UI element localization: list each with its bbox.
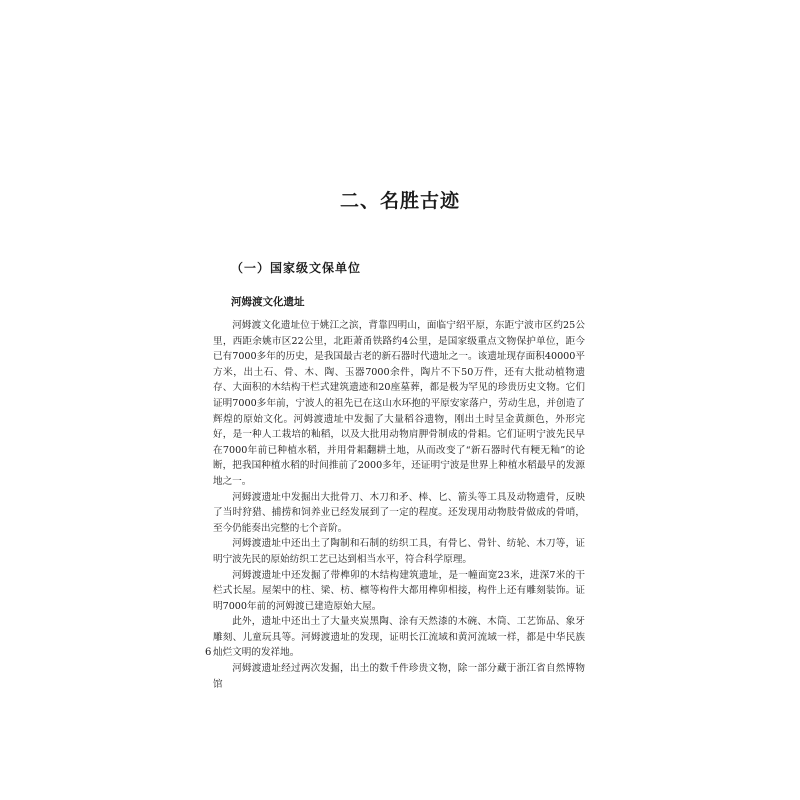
entry-heading: 河姆渡文化遗址 [231,296,305,308]
paragraph: 此外，遗址中还出土了大量夹炭黑陶、涂有天然漆的木碗、木筒、工艺饰品、象牙雕刻、儿童玩具等。河姆渡遗址的发现，证明长江流域和黄河流域一样，都是中华民族灿烂文明的发祥地。 [213,616,585,659]
paragraph: 河姆渡遗址中还发掘了带榫卯的木结构建筑遗址，是一幢面宽23米，进深7米的干栏式长屋。屋架中的柱、梁、枋、檩等构件大都用榫卯相接，构件上还有雕刻装饰。证明7000年前的河姆渡已建造原始大屋。 [213,569,585,612]
body-text [213,318,585,692]
paragraph: 河姆渡遗址经过两次发掘，出土的数千件珍贵文物，除一部分藏于浙江省自然博物馆 [213,663,585,690]
paragraph: 河姆渡遗址中发掘出大批骨刀、木刀和矛、棒、匕、箭头等工具及动物遗骨，反映了当时狩猎、捕捞和饲养业已经发展到了一定的程度。还发现用动物肢骨做成的骨哨，至今仍能奏出完整的七个音阶。 [213,491,585,534]
section-heading: （一）国家级文保单位 [231,261,362,275]
paragraph: 河姆渡遗址中还出土了陶制和石制的纺织工具，有骨匕、骨针、纺轮、木刀等，证明宁波先民的原始纺织工艺已达到相当水平，符合科学原理。 [213,538,585,565]
paragraph: 河姆渡文化遗址位于姚江之滨，背靠四明山，面临宁绍平原，东距宁波市区约25公里，西距余姚市区22公里，北距萧甬铁路约4公里，是国家级重点文物保护单位，距今已有7000多年的历史，是我国最古老的新石器时代遗址之一。该遗址现存面积40000平方米，出土石、骨、木、陶、玉器7000余件，陶片不下50万件，还有大批动植物遗存、大面积的木结构干栏式建筑遗迹和20座墓葬，都是极为罕见的珍贵历史文物。它们证明7000多年前，宁波人的祖先已在这山水环抱的平原安家落户，劳动生息，并创造了辉煌的原始文化。河姆渡遗址中发掘了大量稻谷遗物，刚出土时呈金黄颜色，外形完好，是一种人工栽培的籼稻，以及大批用动物肩胛骨制成的骨耜。它们证明宁波先民早在7000年前已种植水稻，并用骨耜翻耕土地，从而改变了“新石器时代有粳无籼”的论断，把我国种植水稻的时间推前了2000多年，还证明宁波是世界上种植水稻最早的发源地之一。 [213,320,585,487]
chapter-title: 二、名胜古迹 [339,190,460,212]
page-number: 6 [205,647,212,658]
